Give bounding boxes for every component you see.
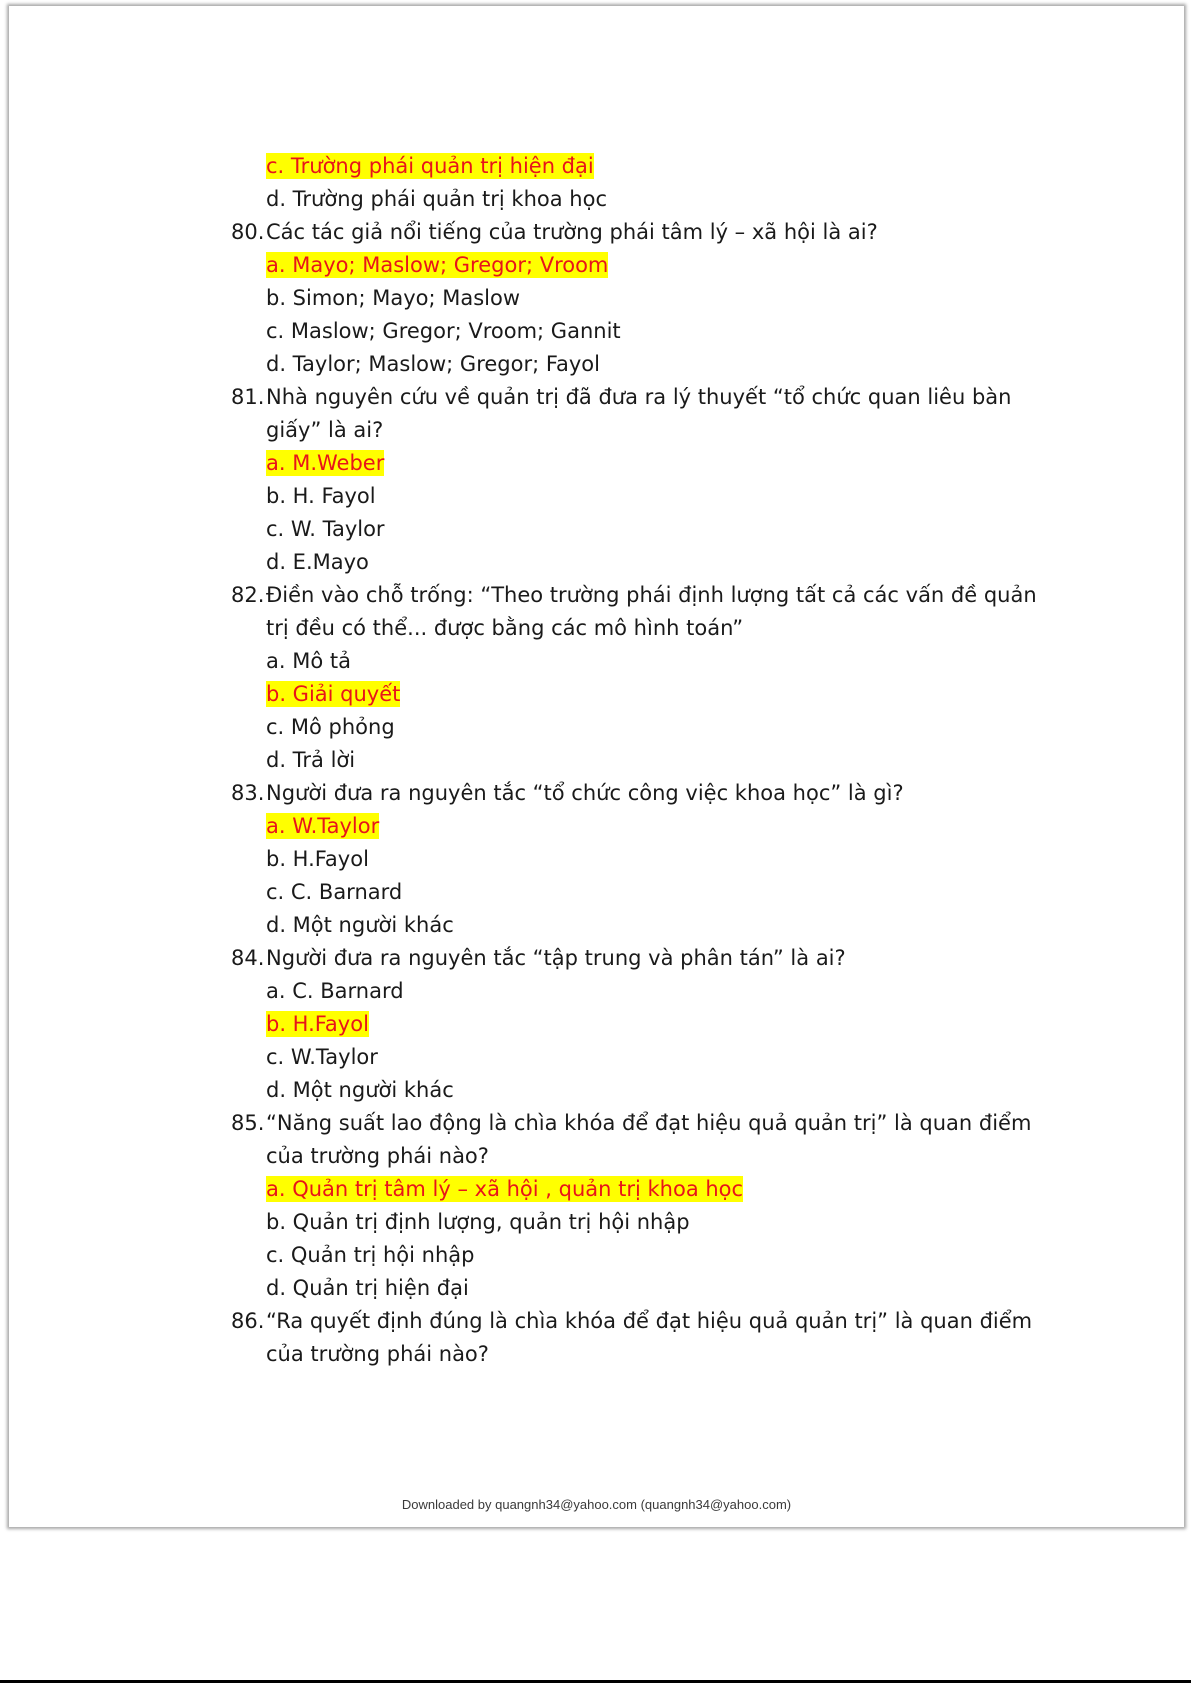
answer-option <box>9 282 1184 315</box>
answer-text: d. E.Mayo <box>266 550 369 574</box>
answer-option <box>9 1041 1184 1074</box>
answer-text: d. Trường phái quản trị khoa học <box>266 187 607 211</box>
answer-text: c. C. Barnard <box>266 880 403 904</box>
question-line <box>9 1107 1184 1140</box>
question-number: 83. <box>231 781 265 805</box>
answer-option <box>9 513 1184 546</box>
answer-text: b. Giải quyết <box>266 682 401 706</box>
answer-option <box>9 843 1184 876</box>
document-page <box>9 6 1184 1527</box>
answer-option <box>9 183 1184 216</box>
answer-option <box>9 1239 1184 1272</box>
question-continuation-text: trị đều có thể... được bằng các mô hình toán” <box>266 616 744 640</box>
answer-option <box>9 1272 1184 1305</box>
question-continuation <box>9 1140 1184 1173</box>
answer-option-correct <box>9 150 1184 183</box>
answer-option <box>9 975 1184 1008</box>
answer-text: d. Trả lời <box>266 748 356 772</box>
question-continuation <box>9 1338 1184 1371</box>
answer-option <box>9 909 1184 942</box>
answer-text: c. Trường phái quản trị hiện đại <box>266 154 594 178</box>
answer-option <box>9 546 1184 579</box>
answer-text: c. W.Taylor <box>266 1045 378 1069</box>
question-line <box>9 216 1184 249</box>
question-text: Điền vào chỗ trống: “Theo trường phái định lượng tất cả các vấn đề quản <box>266 583 1037 607</box>
answer-option-correct <box>9 1173 1184 1206</box>
answer-text: b. H. Fayol <box>266 484 376 508</box>
question-line <box>9 942 1184 975</box>
question-number: 85. <box>231 1111 265 1135</box>
question-line <box>9 579 1184 612</box>
question-number: 80. <box>231 220 265 244</box>
answer-option <box>9 1206 1184 1239</box>
answer-text: a. W.Taylor <box>266 814 380 838</box>
answer-option <box>9 876 1184 909</box>
question-text: “Năng suất lao động là chìa khóa để đạt hiệu quả quản trị” là quan điểm <box>266 1111 1032 1135</box>
answer-text: a. Mô tả <box>266 649 351 673</box>
answer-text: b. Simon; Mayo; Maslow <box>266 286 521 310</box>
answer-text: d. Một người khác <box>266 913 454 937</box>
answer-text: a. M.Weber <box>266 451 385 475</box>
answer-option-correct <box>9 810 1184 843</box>
answer-text: b. Quản trị định lượng, quản trị hội nhập <box>266 1210 690 1234</box>
answer-option-correct <box>9 678 1184 711</box>
answer-option-correct <box>9 447 1184 480</box>
question-line <box>9 1305 1184 1338</box>
question-text: Người đưa ra nguyên tắc “tập trung và phân tán” là ai? <box>266 946 846 970</box>
answer-text: b. H.Fayol <box>266 1012 369 1036</box>
question-text: Các tác giả nổi tiếng của trường phái tâm lý – xã hội là ai? <box>266 220 878 244</box>
answer-text: c. W. Taylor <box>266 517 385 541</box>
answer-option <box>9 315 1184 348</box>
answer-option <box>9 480 1184 513</box>
question-number: 84. <box>231 946 265 970</box>
question-text: “Ra quyết định đúng là chìa khóa để đạt hiệu quả quản trị” là quan điểm <box>266 1309 1033 1333</box>
answer-text: d. Quản trị hiện đại <box>266 1276 469 1300</box>
answer-option-correct <box>9 249 1184 282</box>
answer-text: d. Taylor; Maslow; Gregor; Fayol <box>266 352 600 376</box>
question-continuation <box>9 612 1184 645</box>
answer-text: a. Mayo; Maslow; Gregor; Vroom <box>266 253 609 277</box>
question-text: Người đưa ra nguyên tắc “tổ chức công việc khoa học” là gì? <box>266 781 904 805</box>
question-continuation <box>9 414 1184 447</box>
answer-option <box>9 1074 1184 1107</box>
answer-text: b. H.Fayol <box>266 847 369 871</box>
answer-option <box>9 711 1184 744</box>
question-continuation-text: giấy” là ai? <box>266 418 384 442</box>
page-content <box>9 150 1184 1371</box>
answer-text: a. Quản trị tâm lý – xã hội , quản trị khoa học <box>266 1177 744 1201</box>
question-line <box>9 381 1184 414</box>
download-footer: Downloaded by quangnh34@yahoo.com (quangnh34@yahoo.com) <box>401 1497 792 1512</box>
answer-option <box>9 645 1184 678</box>
answer-option-correct <box>9 1008 1184 1041</box>
answer-text: c. Quản trị hội nhập <box>266 1243 475 1267</box>
answer-text: d. Một người khác <box>266 1078 454 1102</box>
answer-text: c. Maslow; Gregor; Vroom; Gannit <box>266 319 621 343</box>
question-line <box>9 777 1184 810</box>
question-text: Nhà nguyên cứu về quản trị đã đưa ra lý thuyết “tổ chức quan liêu bàn <box>266 385 1012 409</box>
question-number: 81. <box>231 385 265 409</box>
question-continuation-text: của trường phái nào? <box>266 1342 489 1366</box>
question-number: 82. <box>231 583 265 607</box>
answer-text: a. C. Barnard <box>266 979 404 1003</box>
answer-text: c. Mô phỏng <box>266 715 395 739</box>
question-number: 86. <box>231 1309 265 1333</box>
answer-option <box>9 744 1184 777</box>
answer-option <box>9 348 1184 381</box>
question-continuation-text: của trường phái nào? <box>266 1144 489 1168</box>
